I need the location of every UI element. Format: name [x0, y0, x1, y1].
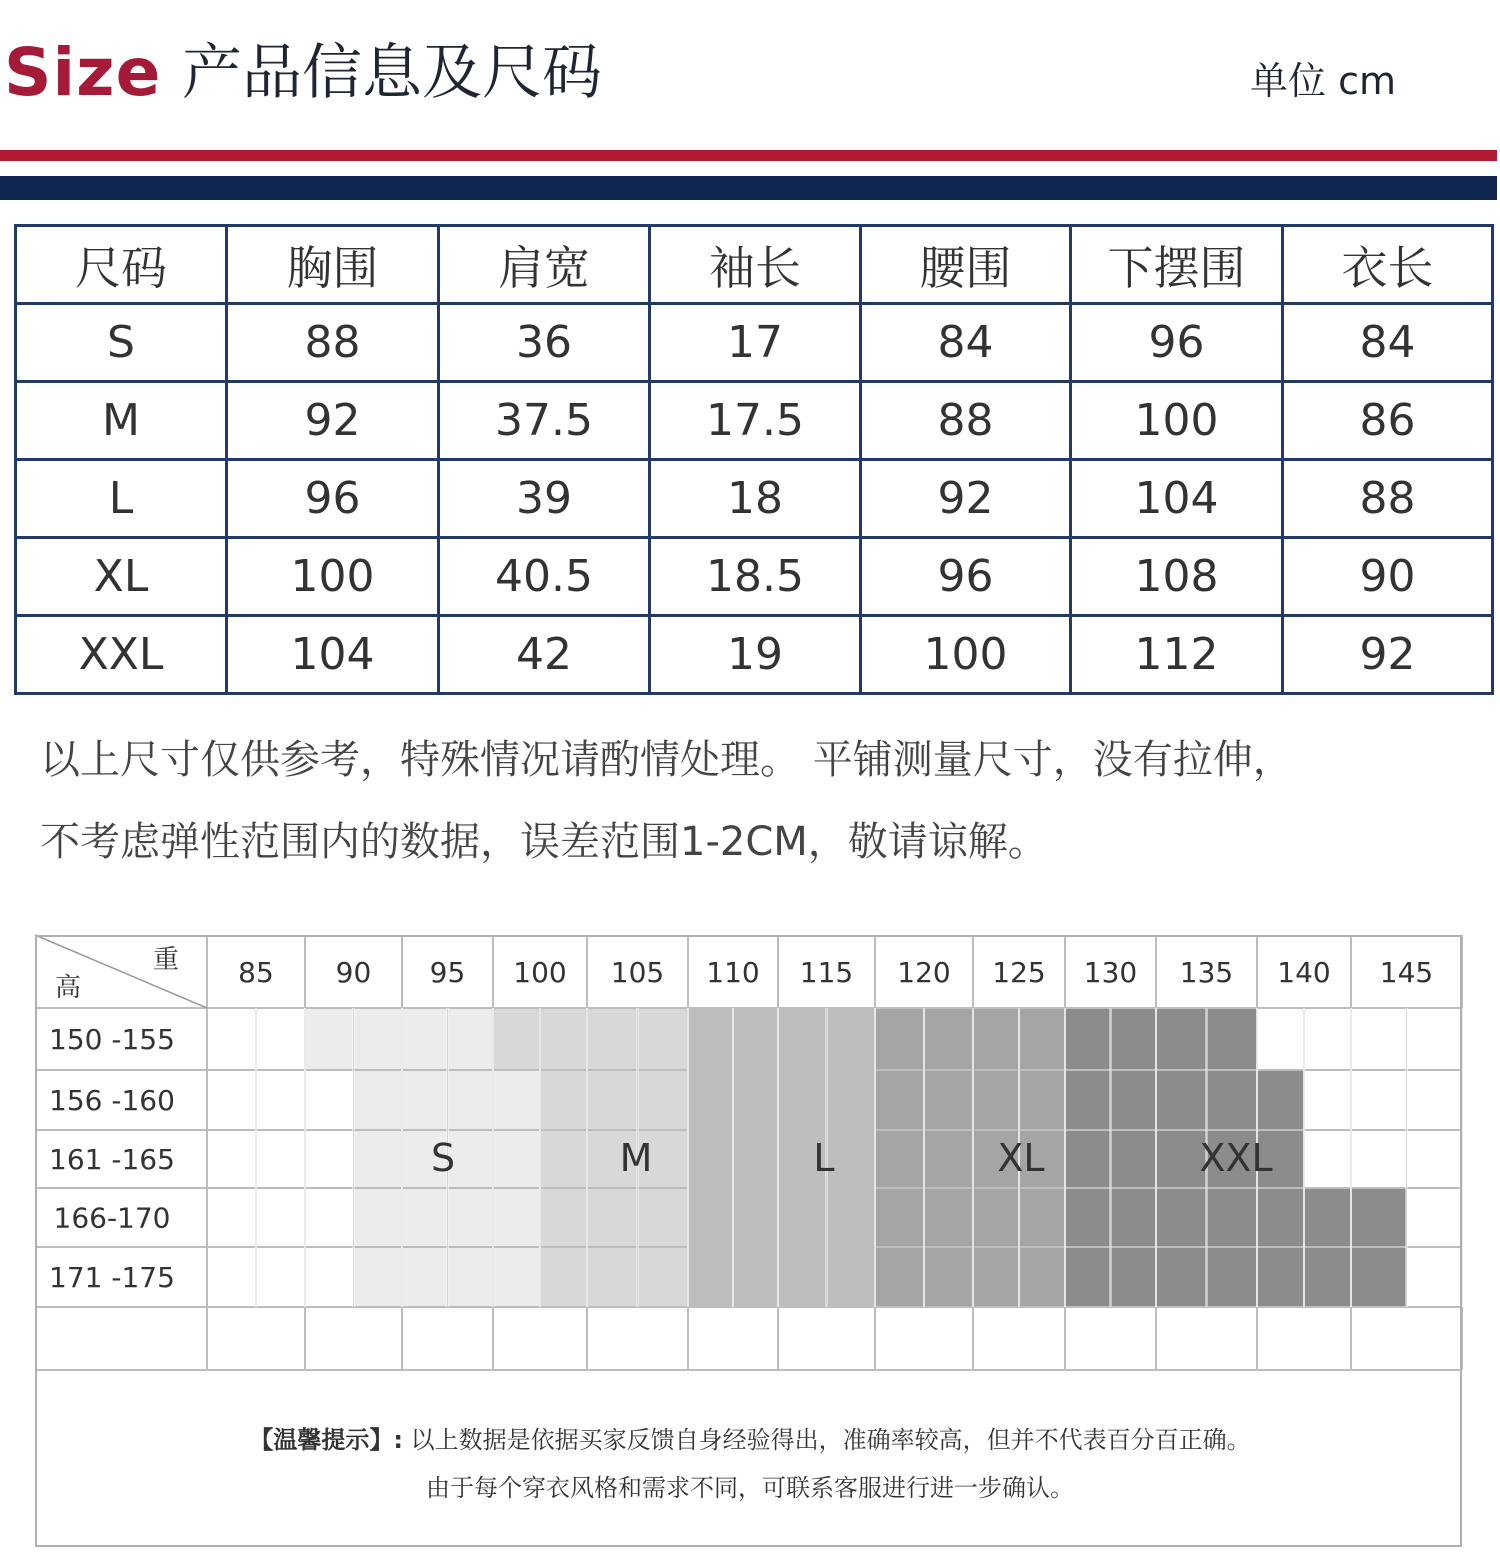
size-table-value-cell: 100 — [1071, 382, 1283, 460]
size-table-size-cell: XXL — [16, 616, 227, 694]
weight-header-label: 120 — [897, 956, 951, 989]
note-line-1: 以上尺寸仅供参考，特殊情况请酌情处理。 平铺测量尺寸，没有拉伸， — [40, 737, 1293, 783]
weight-header-label: 145 — [1379, 956, 1434, 989]
height-row-label: 156 -160 — [49, 1084, 175, 1117]
size-table-header-cell: 胸围 — [227, 226, 439, 304]
size-table-value-cell: 36 — [439, 304, 650, 382]
size-table-value-cell: 100 — [227, 538, 439, 616]
size-table-value-cell: 88 — [1283, 460, 1493, 538]
weight-header-label: 140 — [1277, 956, 1331, 989]
size-table-value-cell: 84 — [1283, 304, 1493, 382]
size-table-value-cell: 92 — [861, 460, 1071, 538]
size-table-value-cell: 37.5 — [439, 382, 650, 460]
size-zone-label: S — [430, 1136, 456, 1180]
size-table-value-cell: 92 — [1283, 616, 1493, 694]
height-row-label: 166-170 — [53, 1201, 171, 1235]
size-table-value-cell: 86 — [1283, 382, 1493, 460]
size-table-value-cell: 90 — [1283, 538, 1493, 616]
size-table-size-cell: L — [16, 460, 227, 538]
size-table-header-cell: 袖长 — [650, 226, 861, 304]
weight-header-label: 115 — [799, 956, 854, 989]
size-table-header-cell: 尺码 — [16, 226, 227, 304]
weight-header-label: 110 — [706, 956, 760, 989]
page-title: 产品信息及尺码 — [182, 38, 602, 108]
size-table-size-cell: XL — [16, 538, 227, 616]
size-table-value-cell: 96 — [227, 460, 439, 538]
height-row-label: 161 -165 — [49, 1143, 175, 1176]
weight-header-label: 85 — [238, 956, 274, 989]
tip-line-1 — [0, 1420, 1500, 1455]
size-zone-label: L — [813, 1136, 835, 1180]
corner-height-label: 高 — [54, 973, 82, 1003]
size-table-header-cell: 肩宽 — [439, 226, 650, 304]
size-table-value-cell: 17 — [650, 304, 861, 382]
size-table-value-cell: 92 — [227, 382, 439, 460]
tip-text-1: 以上数据是依据买家反馈自身经验得出，准确率较高，但并不代表百分百正确。 — [410, 1426, 1251, 1454]
size-table-value-cell: 18.5 — [650, 538, 861, 616]
unit-label: 单位 cm — [1250, 59, 1396, 103]
size-heading-en: Size — [4, 34, 162, 111]
tip-label: 【温馨提示】: — [249, 1426, 403, 1454]
size-table-value-cell: 100 — [861, 616, 1071, 694]
height-row-label: 171 -175 — [49, 1261, 175, 1294]
weight-header-label: 100 — [513, 956, 567, 989]
size-table-value-cell: 104 — [1071, 460, 1283, 538]
weight-header-label: 90 — [335, 956, 372, 989]
size-table-value-cell: 108 — [1071, 538, 1283, 616]
weight-height-chart-frame — [35, 935, 1462, 1547]
size-table-value-cell: 88 — [227, 304, 439, 382]
size-table-value-cell: 19 — [650, 616, 861, 694]
corner-weight-label: 重 — [152, 945, 180, 975]
size-table-value-cell: 88 — [861, 382, 1071, 460]
size-table-header-cell: 下摆围 — [1071, 226, 1283, 304]
size-table-value-cell: 84 — [861, 304, 1071, 382]
size-table-value-cell: 42 — [439, 616, 650, 694]
size-table-value-cell: 18 — [650, 460, 861, 538]
size-table-value-cell: 96 — [1071, 304, 1283, 382]
size-table-value-cell: 96 — [861, 538, 1071, 616]
size-table-value-cell: 40.5 — [439, 538, 650, 616]
size-table-size-cell: S — [16, 304, 227, 382]
weight-header-label: 135 — [1179, 956, 1234, 989]
size-zone-label: XXL — [1199, 1136, 1273, 1180]
size-zone-label: XL — [997, 1136, 1045, 1180]
size-table-header-cell: 衣长 — [1283, 226, 1493, 304]
size-table-value-cell: 39 — [439, 460, 650, 538]
size-table-header-cell: 腰围 — [861, 226, 1071, 304]
weight-header-label: 125 — [992, 956, 1046, 989]
size-zone-label: M — [619, 1136, 653, 1180]
weight-header-label: 105 — [610, 956, 665, 989]
size-table-value-cell: 104 — [227, 616, 439, 694]
weight-header-label: 95 — [429, 956, 466, 989]
tip-line-2: 由于每个穿衣风格和需求不同，可联系客服进行进一步确认。 — [426, 1474, 1074, 1502]
note-line-2: 不考虑弹性范围内的数据，误差范围1-2CM，敬请谅解。 — [40, 819, 1048, 865]
weight-header-label: 130 — [1083, 956, 1138, 989]
size-table-value-cell: 17.5 — [650, 382, 861, 460]
height-row-label: 150 -155 — [49, 1023, 175, 1056]
size-table-value-cell: 112 — [1071, 616, 1283, 694]
size-table-size-cell: M — [16, 382, 227, 460]
